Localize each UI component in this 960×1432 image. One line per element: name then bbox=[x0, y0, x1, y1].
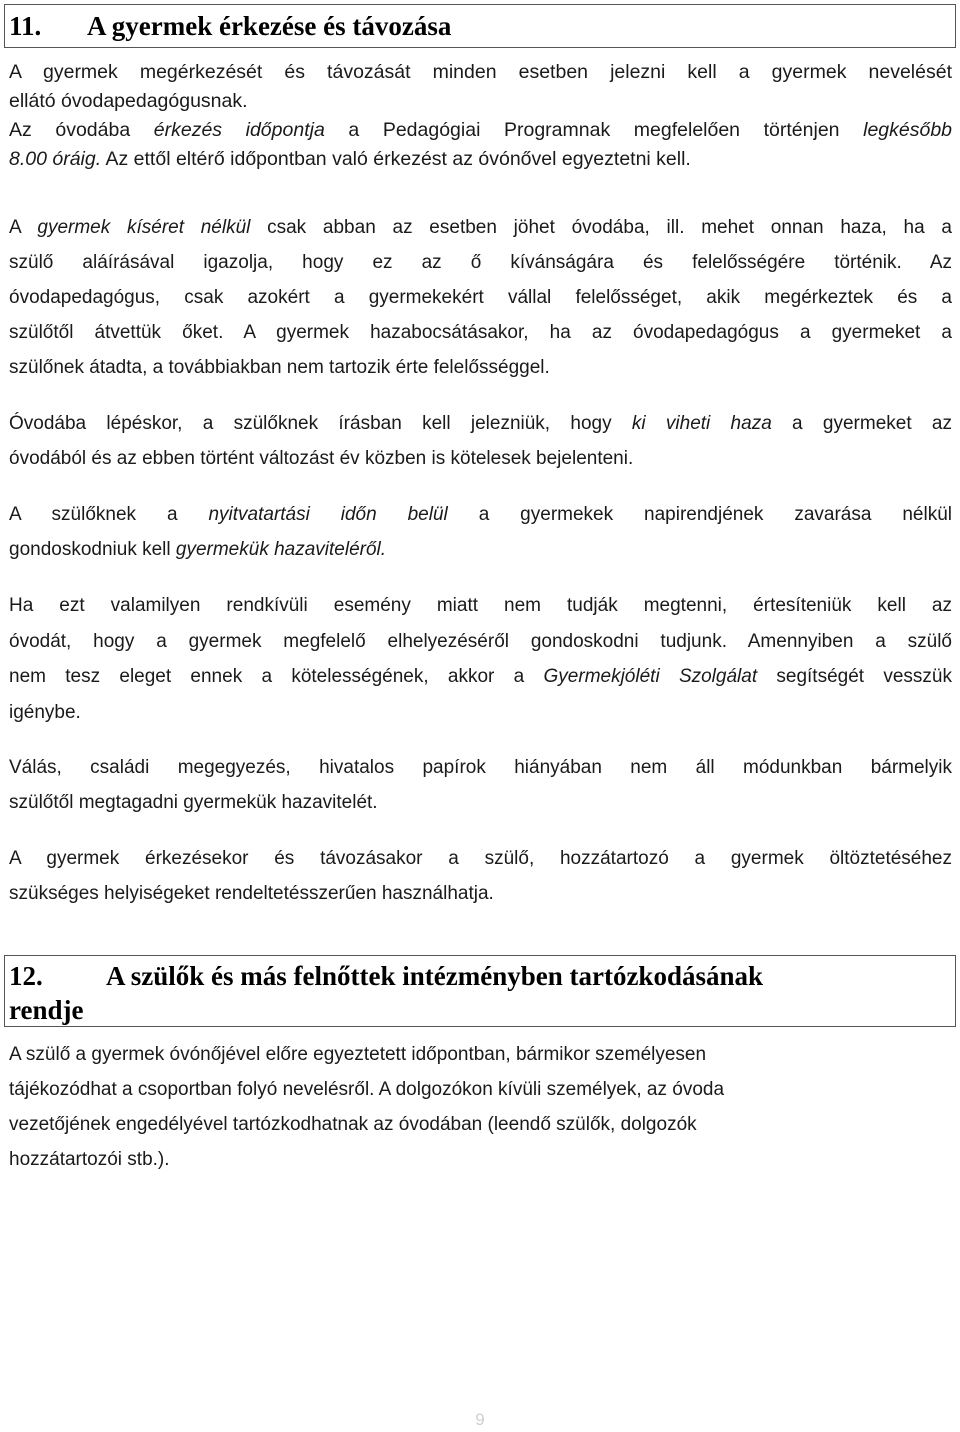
text-line: tájékozódhat a csoportban folyó nevelésről. A dolgozókon kívüli személyek, az óvoda bbox=[9, 1079, 725, 1100]
text-line: óvodából és az ebben történt változást év közben is kötelesek bejelenteni. bbox=[9, 448, 634, 469]
text-line: Óvodába lépéskor, a szülőknek írásban kell jelezniük, hogy ki viheti haza a gyermeket az bbox=[9, 413, 952, 434]
text-line: szülőtől megtagadni gyermekük hazavitelét. bbox=[9, 792, 378, 813]
text-line: 8.00 óráig. Az ettől eltérő időpontban való érkezést az óvónővel egyeztetni kell. bbox=[9, 148, 691, 170]
text-line: A gyermek megérkezését és távozását minden esetben jelezni kell a gyermek nevelését bbox=[9, 61, 952, 83]
paragraph-dressing-rooms bbox=[9, 841, 952, 911]
text-line: vezetőjének engedélyével tartózkodhatnak az óvodában (leendő szülők, dolgozók bbox=[9, 1114, 697, 1135]
text-line: A gyermek kíséret nélkül csak abban az esetben jöhet óvodába, ill. mehet onnan haza, ha a bbox=[9, 217, 952, 238]
text-line: gondoskodniuk kell gyermekük hazaviteléről. bbox=[9, 539, 387, 560]
text-line: A szülőknek a nyitvatartási időn belül a gyermekek napirendjének zavarása nélkül bbox=[9, 504, 952, 525]
text-line: szülő aláírásával igazolja, hogy ez az ő kívánságára és felelősségére történik. Az bbox=[9, 252, 952, 273]
text-line: ellátó óvodapedagógusnak. bbox=[9, 90, 248, 112]
paragraph-unaccompanied-child bbox=[9, 210, 952, 385]
paragraph-arrival-notice bbox=[9, 58, 952, 174]
text-line: szülőtől átvettük őket. A gyermek hazabocsátásakor, ha az óvodapedagógus a gyermeket a bbox=[9, 322, 952, 343]
text-line: nem tesz eleget ennek a kötelességének, akkor a Gyermekjóléti Szolgálat segítségét vesszük bbox=[9, 666, 952, 687]
text-line: igénybe. bbox=[9, 701, 81, 723]
text-line: óvodapedagógus, csak azokért a gyermekekért vállal felelősséget, akik megérkeztek és a bbox=[9, 287, 952, 308]
section-12-number: 12. bbox=[9, 961, 43, 991]
text-line: szülőnek átadta, a továbbiakban nem tartozik érte felelősséggel. bbox=[9, 357, 550, 378]
text-line: Az óvodába érkezés időpontja a Pedagógiai Programnak megfelelően történjen legkésőbb bbox=[9, 119, 953, 141]
text-line: szükséges helyiségeket rendeltetésszerűen használhatja. bbox=[9, 883, 494, 904]
text-line: óvodát, hogy a gyermek megfelelő elhelyezéséről gondoskodni tudjunk. Amennyiben a szülő bbox=[9, 630, 952, 652]
section-11-title: A gyermek érkezése és távozása bbox=[87, 11, 452, 41]
section-11-number: 11. bbox=[9, 11, 42, 41]
paragraph-pickup-authorization bbox=[9, 406, 952, 476]
paragraph-opening-hours bbox=[9, 497, 952, 567]
text-line: Ha ezt valamilyen rendkívüli esemény miatt nem tudják megtenni, értesíteniük kell az bbox=[9, 595, 952, 616]
text-line: Válás, családi megegyezés, hivatalos papírok hiányában nem áll módunkban bármelyik bbox=[9, 757, 952, 778]
text-line: A szülő a gyermek óvónőjével előre egyeztetett időpontban, bármikor személyesen bbox=[9, 1044, 707, 1065]
text-line: hozzátartozói stb.). bbox=[9, 1149, 170, 1170]
section-12-title-line-1: A szülők és más felnőttek intézményben tartózkodásának bbox=[106, 961, 764, 991]
paragraph-parent-visits bbox=[9, 1037, 952, 1177]
section-12-heading bbox=[4, 955, 956, 1027]
page-number: 9 bbox=[475, 1410, 485, 1429]
section-12-title-line-2: rendje bbox=[9, 995, 84, 1025]
paragraph-emergency bbox=[9, 588, 952, 730]
paragraph-divorce bbox=[9, 750, 952, 820]
text-line: A gyermek érkezésekor és távozásakor a szülő, hozzátartozó a gyermek öltöztetéséhez bbox=[9, 848, 952, 869]
section-11-heading bbox=[4, 4, 956, 48]
